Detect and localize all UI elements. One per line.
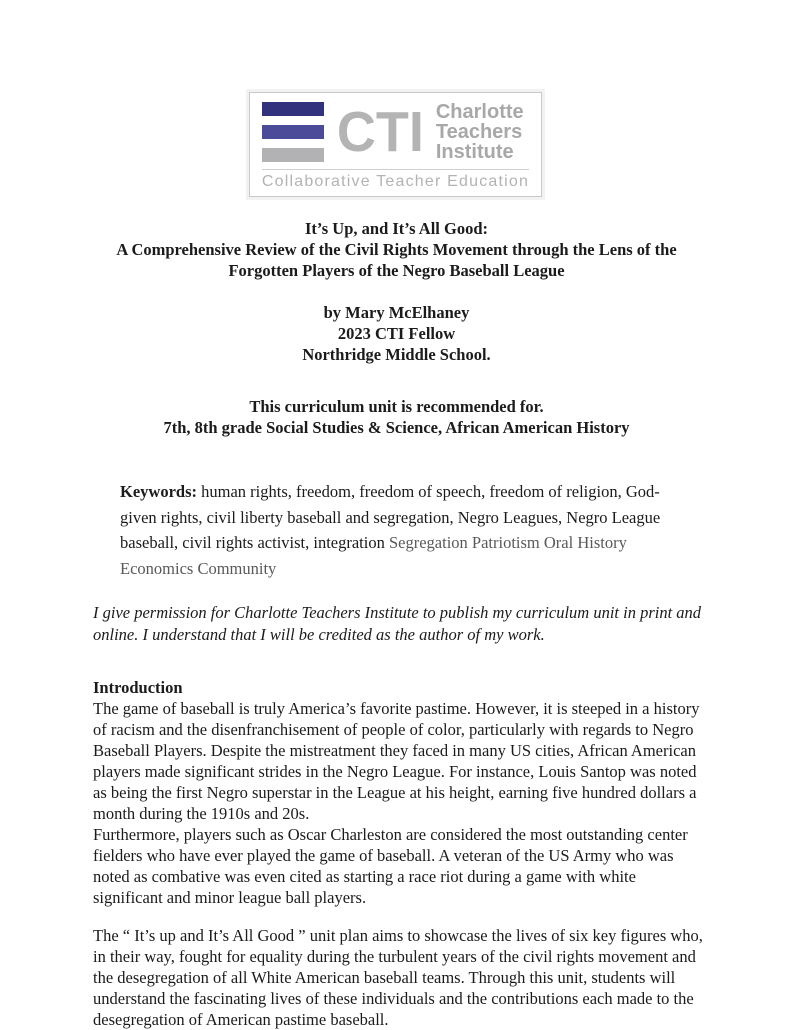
recommended-block [93,396,700,438]
logo-org-line-institute: Institute [435,141,514,163]
author-school: Northridge Middle School. [302,345,491,364]
recommended-line-1: This curriculum unit is recommended for. [249,397,544,416]
unit-title [93,218,700,281]
logo-org-name [436,102,524,162]
title-line-2: A Comprehensive Review of the Civil Rights Movement through the Lens of the [116,240,677,259]
author-fellow: 2023 CTI Fellow [337,324,456,343]
logo-org-line-teachers: Teachers [435,121,523,143]
logo-cti-text: CTI [336,100,424,164]
intro-paragraph-2: Furthermore, players such as Oscar Charleston are considered the most outstanding center fielders who have ever played the game of baseball. A veteran of the US Army who was noted as combative was even cited as starting a race riot during a game with white significant and minor league ball players. [93,825,688,907]
title-line-3: Forgotten Players of the Negro Baseball League [228,261,565,280]
author-byline: by Mary McElhaney [323,303,470,322]
intro-paragraph-1: The game of baseball is truly America’s favorite pastime. However, it is steeped in a history of racism and the disenfranchisement of people of color, particularly with regards to Negro Baseball Players. Despite the mistreatment they faced in many US cities, African American players made significant strides in the Negro League. For instance, Louis Santop was noted as being the first Negro superstar in the League at his height, earning five hundred dollars a month during the 1910s and 20s. [93,699,700,823]
logo-org-line-charlotte: Charlotte [435,101,524,123]
introduction-heading: Introduction [93,678,183,697]
keywords-block [120,479,665,581]
intro-paragraph-3: The “ It’s up and It’s All Good ” unit plan aims to showcase the lives of six key figures who, in their way, fought for equality during the turbulent years of the civil rights movement and the desegregation of all White American baseball teams. Through this unit, students will understand the fascinating lives of these individuals and the contributions each made to the desegregation of American pastime baseball. [93,926,703,1029]
cti-logo-box [249,92,542,197]
keywords-label: Keywords: [120,482,197,501]
logo [0,0,791,197]
logo-bar-navy [262,102,324,116]
logo-top-row [262,102,529,162]
logo-bars [262,102,324,162]
logo-bar-blue [262,125,324,139]
keywords-text: human rights, freedom, freedom of speech, freedom of religion, God-given rights, civil liberty baseball and segregation, Negro Leagues, Negro League baseball, civil rights activist, integration [120,482,661,552]
permission-statement: I give permission for Charlotte Teachers Institute to publish my curriculum unit in print and online. I understand that I will be credited as the author of my work. [93,603,702,644]
document-content [0,218,791,1030]
title-line-1: It’s Up, and It’s All Good: [304,219,489,238]
logo-bar-gray [262,148,324,162]
logo-tagline: Collaborative Teacher Education [262,169,529,191]
author-block [93,302,700,365]
recommended-line-2: 7th, 8th grade Social Studies & Science, African American History [163,418,630,437]
keywords-gray-text: Segregation Patriotism Oral History Economics Community [120,533,627,578]
